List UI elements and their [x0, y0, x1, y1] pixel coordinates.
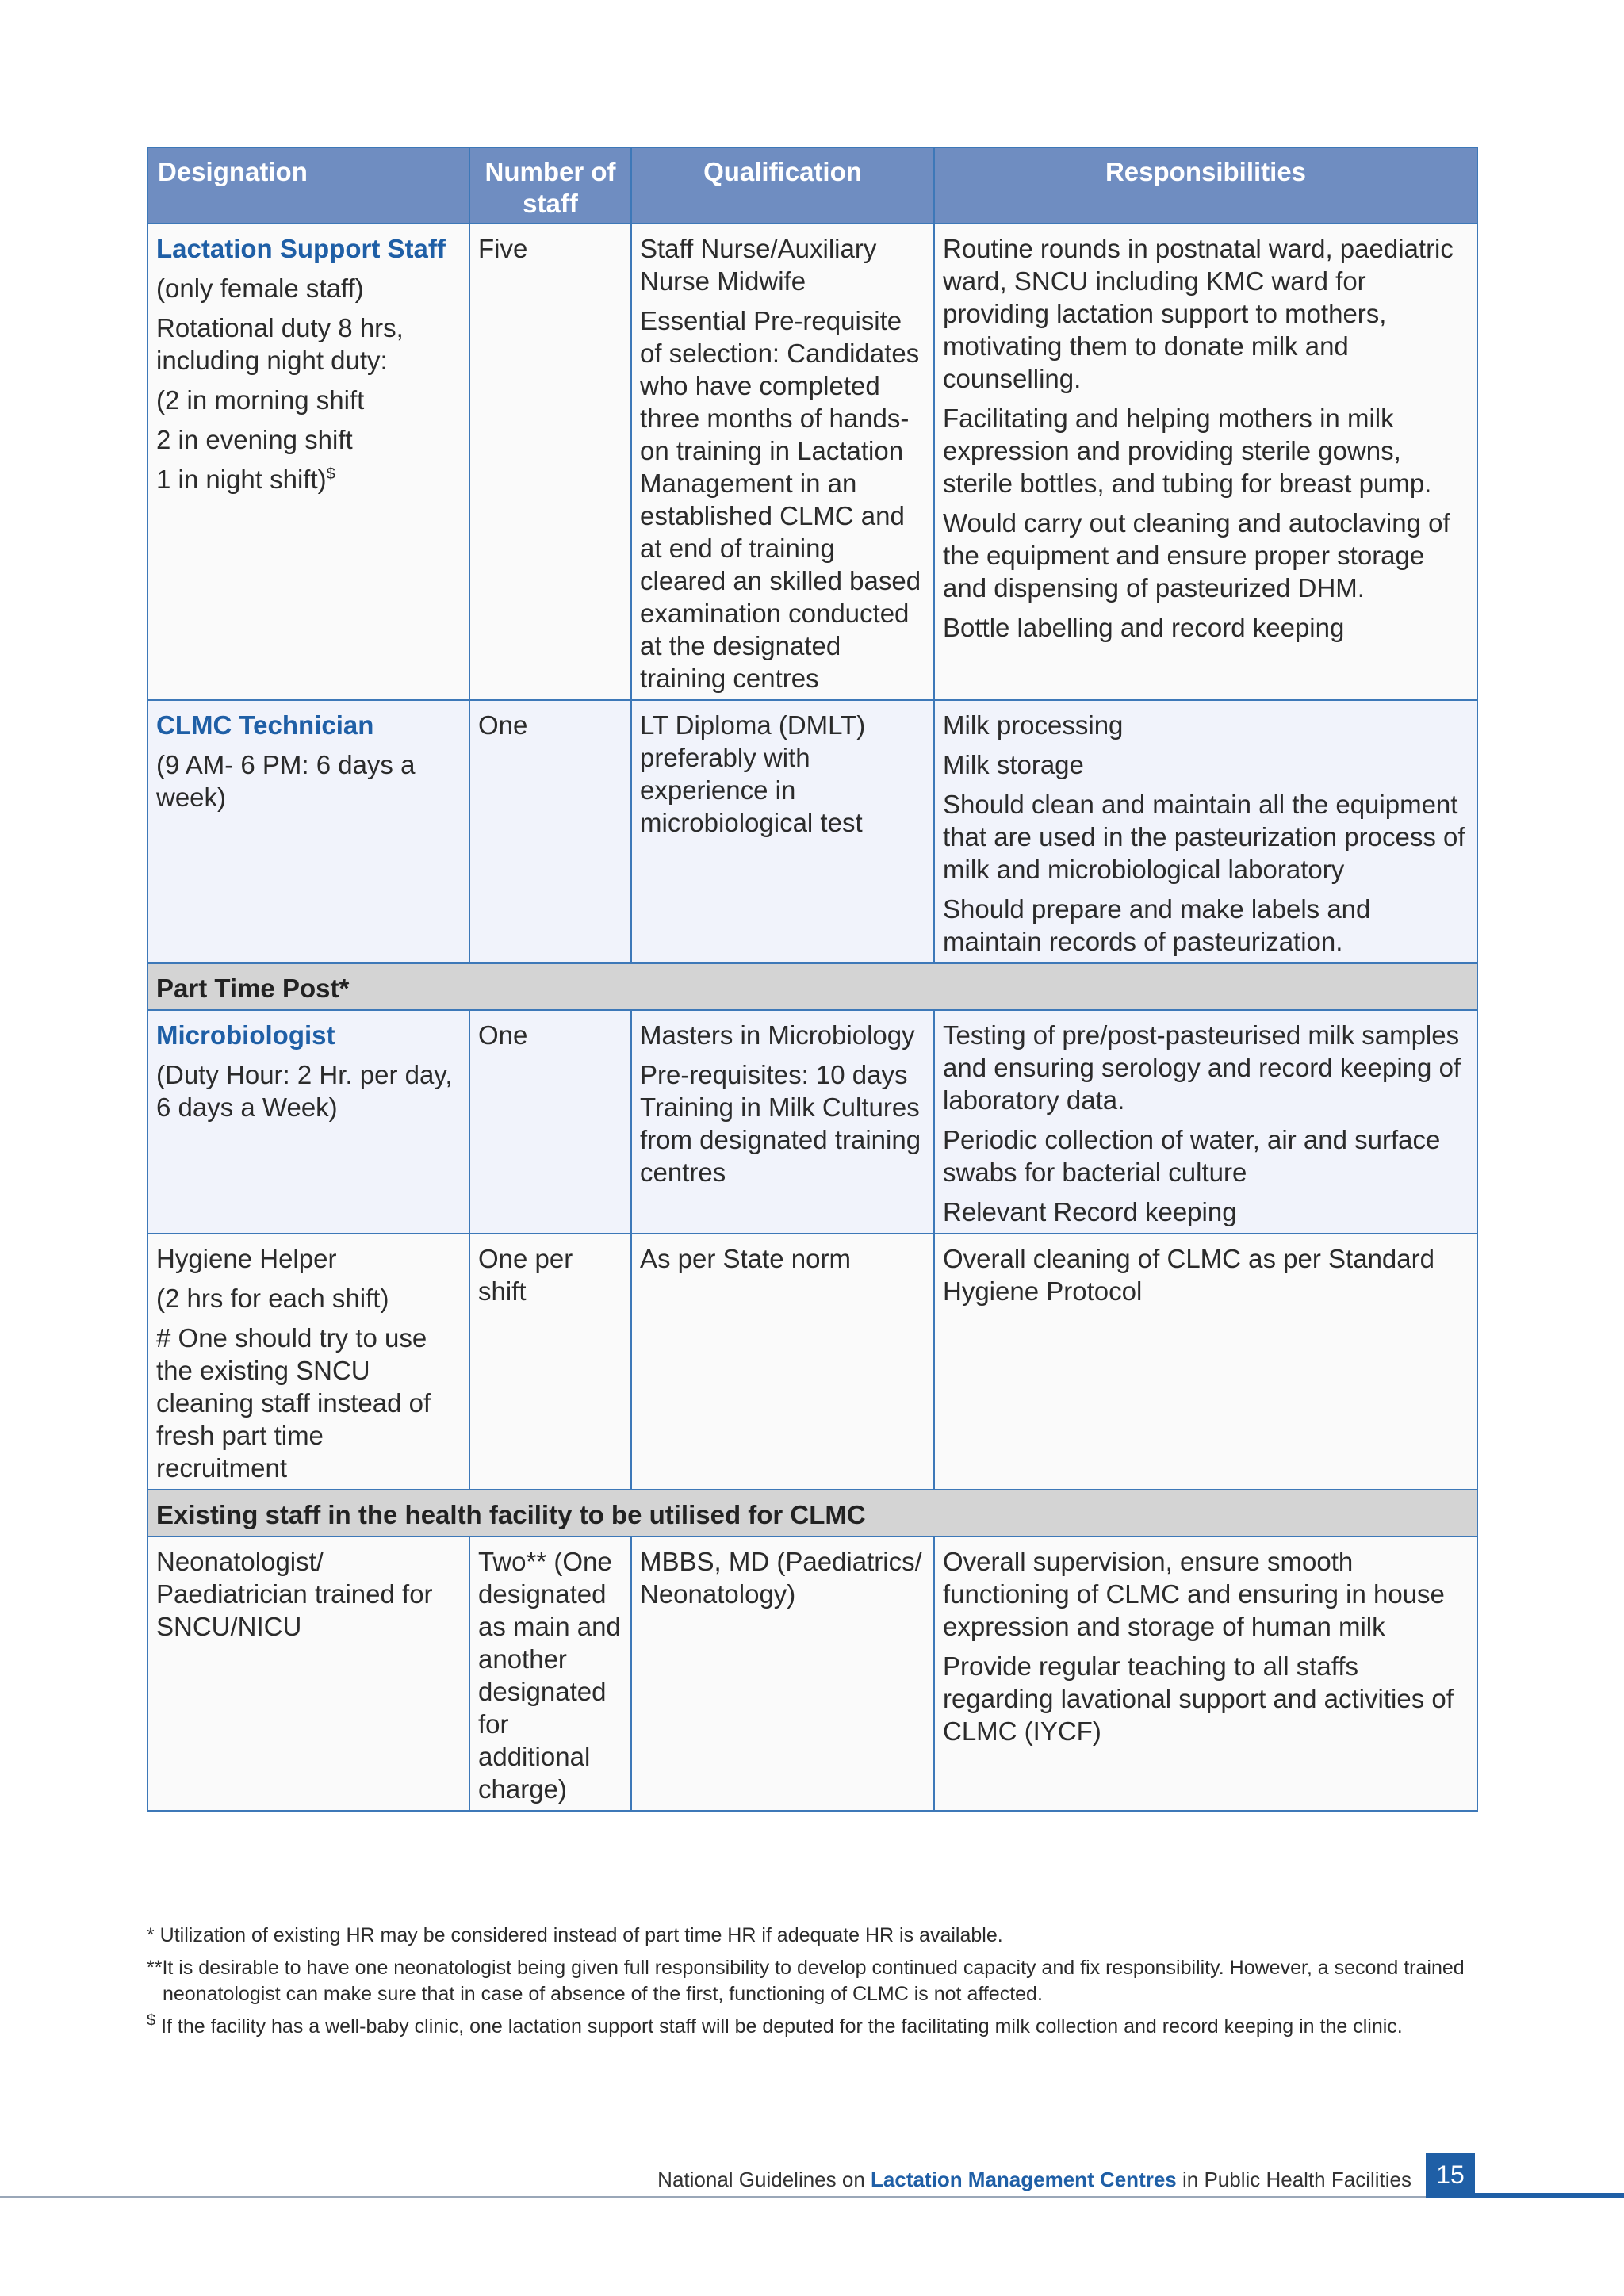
- table-row-neonatologist: [147, 1536, 1477, 1811]
- table-row-lactation-support-staff: [147, 224, 1477, 700]
- footnote-part-time-hr: * Utilization of existing HR may be considered instead of part time HR if adequate HR is available.: [147, 1924, 1003, 1946]
- footnotes: [147, 1923, 1483, 2046]
- cell-number-of-staff: Two** (One designated as main and another designated for additional charge): [469, 1536, 631, 1811]
- section-heading: Part Time Post*: [147, 963, 1477, 1010]
- running-footer: [657, 2168, 1411, 2192]
- responsibility-item: Milk processing: [943, 710, 1124, 740]
- designation-line: Hygiene Helper: [156, 1244, 337, 1273]
- responsibility-item: Provide regular teaching to all staffs regarding lavational support and activities of CLMC (IYCF): [943, 1651, 1454, 1746]
- footnote-marker-dollar: $: [147, 2011, 156, 2030]
- footer-rule: [0, 2196, 1624, 2198]
- header-responsibilities: Responsibilities: [934, 147, 1477, 224]
- table-row-clmc-technician: [147, 700, 1477, 963]
- responsibility-item: Overall supervision, ensure smooth functioning of CLMC and ensuring in house expression and storage of human milk: [943, 1547, 1445, 1641]
- designation-title: Lactation Support Staff: [156, 234, 446, 263]
- responsibility-item: Periodic collection of water, air and surface swabs for bacterial culture: [943, 1125, 1441, 1187]
- designation-line: (2 in morning shift: [156, 385, 365, 415]
- qualification-line: MBBS, MD (Paediatrics/ Neonatology): [640, 1547, 922, 1609]
- staffing-table: [147, 147, 1478, 1812]
- qualification-line: LT Diploma (DMLT) preferably with experience in microbiological test: [640, 710, 866, 837]
- responsibility-item: Would carry out cleaning and autoclaving of the equipment and ensure proper storage and dispensing of pasteurized DHM.: [943, 508, 1450, 603]
- designation-line: (9 AM- 6 PM: 6 days a week): [156, 750, 416, 812]
- responsibility-item: Should clean and maintain all the equipment that are used in the pasteurization process of milk and microbiological laboratory: [943, 790, 1465, 884]
- designation-line: (Duty Hour: 2 Hr. per day, 6 days a Week): [156, 1060, 453, 1122]
- responsibility-item: Facilitating and helping mothers in milk expression and providing sterile gowns, sterile bottles, and tubing for breast pump.: [943, 404, 1432, 498]
- designation-line: Neonatologist/ Paediatrician trained for SNCU/NICU: [156, 1547, 433, 1641]
- qualification-line: As per State norm: [640, 1244, 851, 1273]
- header-qualification: Qualification: [631, 147, 934, 224]
- footer-accent: Lactation Management Centres: [871, 2168, 1177, 2191]
- designation-line: Rotational duty 8 hrs, including night duty:: [156, 313, 404, 375]
- cell-responsibilities: [934, 700, 1477, 963]
- cell-designation: [147, 1010, 469, 1234]
- designation-title: Microbiologist: [156, 1020, 335, 1050]
- header-number-of-staff: Number of staff: [469, 147, 631, 224]
- responsibility-item: Bottle labelling and record keeping: [943, 613, 1345, 642]
- responsibility-item: Relevant Record keeping: [943, 1197, 1237, 1226]
- cell-qualification: [631, 1010, 934, 1234]
- table-row-hygiene-helper: [147, 1234, 1477, 1490]
- table-header-row: [147, 147, 1477, 224]
- designation-line: # One should try to use the existing SNCU cleaning staff instead of fresh part time recruitment: [156, 1323, 431, 1483]
- cell-designation: [147, 1536, 469, 1811]
- cell-designation: [147, 700, 469, 963]
- footnote-well-baby-clinic: [147, 2011, 1483, 2040]
- qualification-line: Masters in Microbiology: [640, 1020, 915, 1050]
- cell-number-of-staff: One per shift: [469, 1234, 631, 1490]
- footer-prefix: National Guidelines on: [657, 2168, 871, 2191]
- qualification-line: Essential Pre-requisite of selection: Candidates who have completed three months of hands-on training in Lactation Management in an established CLMC and at end of training cleared an skilled based examination conducted at the designated training centres: [640, 306, 921, 693]
- footnote-well-baby-clinic-text: If the facility has a well-baby clinic, one lactation support staff will be deputed for the facilitating milk collection and record keeping in the clinic.: [155, 2015, 1403, 2038]
- designation-line: (2 hrs for each shift): [156, 1284, 389, 1313]
- footer-accent-bar: [1426, 2193, 1624, 2198]
- section-row-part-time: [147, 963, 1477, 1010]
- header-designation: Designation: [147, 147, 469, 224]
- footnote-marker-dollar: $: [326, 465, 335, 483]
- designation-line: 2 in evening shift: [156, 425, 353, 454]
- responsibility-item: Testing of pre/post-pasteurised milk samples and ensuring serology and record keeping of laboratory data.: [943, 1020, 1461, 1115]
- cell-qualification: [631, 224, 934, 700]
- footnote-neonatologist: **It is desirable to have one neonatologist being given full responsibility to develop continued capacity and fix responsibility. However, a second trained neonatologist can make sure that in case of absence of the first, functioning of CLMC is not affected.: [147, 1957, 1465, 2005]
- designation-line-text: 1 in night shift): [156, 465, 327, 494]
- responsibility-item: Milk storage: [943, 750, 1084, 779]
- footer-suffix: in Public Health Facilities: [1176, 2168, 1411, 2191]
- designation-line: (only female staff): [156, 274, 364, 303]
- section-heading: Existing staff in the health facility to be utilised for CLMC: [147, 1490, 1477, 1536]
- qualification-line: Staff Nurse/Auxiliary Nurse Midwife: [640, 234, 877, 296]
- designation-line: [156, 463, 461, 496]
- cell-responsibilities: [934, 224, 1477, 700]
- responsibility-item: Should prepare and make labels and maintain records of pasteurization.: [943, 894, 1371, 956]
- cell-number-of-staff: One: [469, 700, 631, 963]
- responsibility-item: Overall cleaning of CLMC as per Standard Hygiene Protocol: [943, 1244, 1434, 1306]
- cell-responsibilities: [934, 1234, 1477, 1490]
- cell-qualification: [631, 1234, 934, 1490]
- responsibility-item: Routine rounds in postnatal ward, paediatric ward, SNCU including KMC ward for providing lactation support to mothers, motivating them to donate milk and counselling.: [943, 234, 1454, 393]
- cell-qualification: [631, 1536, 934, 1811]
- cell-qualification: [631, 700, 934, 963]
- qualification-line: Pre-requisites: 10 days Training in Milk Cultures from designated training centres: [640, 1060, 921, 1187]
- cell-responsibilities: [934, 1010, 1477, 1234]
- cell-responsibilities: [934, 1536, 1477, 1811]
- section-row-existing-staff: [147, 1490, 1477, 1536]
- cell-designation: [147, 1234, 469, 1490]
- cell-designation: [147, 224, 469, 700]
- cell-number-of-staff: One: [469, 1010, 631, 1234]
- cell-number-of-staff: Five: [469, 224, 631, 700]
- page-number: 15: [1426, 2153, 1475, 2196]
- table-row-microbiologist: [147, 1010, 1477, 1234]
- designation-title: CLMC Technician: [156, 710, 374, 740]
